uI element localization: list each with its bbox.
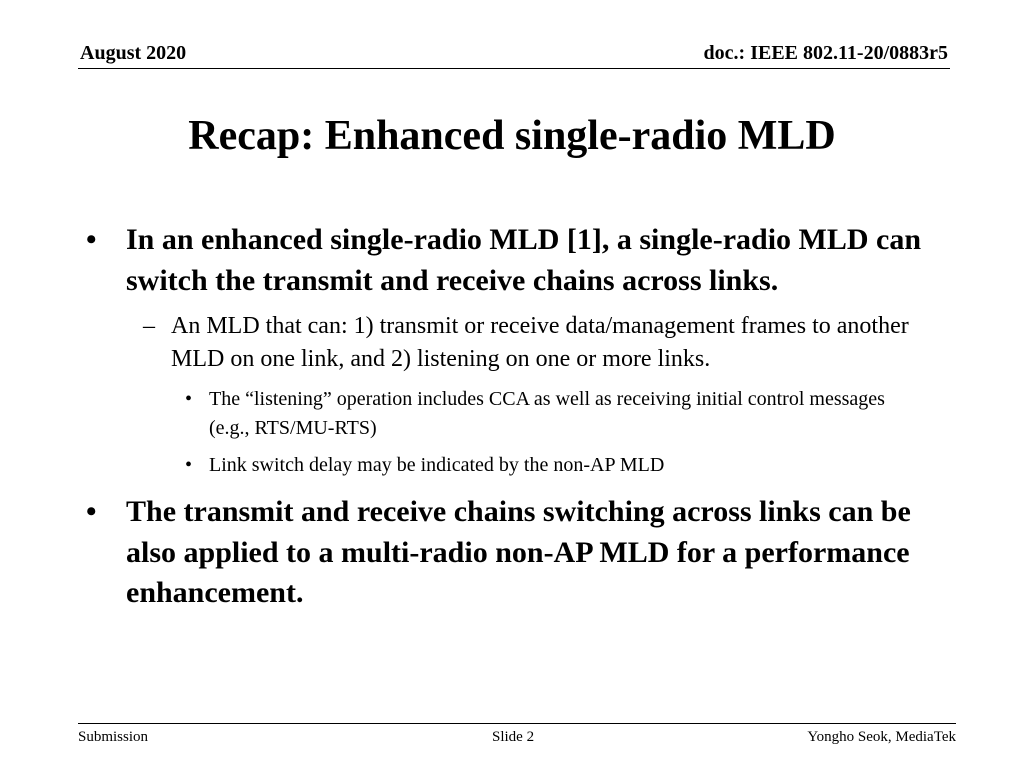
bullet-2-text: The transmit and receive chains switching across links can be also applied to a multi-radio non-AP MLD for a performance enhancement. bbox=[126, 495, 911, 609]
dash-marker: – bbox=[143, 313, 155, 339]
header-date: August 2020 bbox=[80, 42, 187, 64]
footer-submission: Submission bbox=[78, 729, 149, 745]
bullet-1-sub-item-1 bbox=[185, 385, 929, 443]
bullet-marker: • bbox=[185, 454, 193, 476]
bullet-1-sub-item-1-text: The “listening” operation includes CCA as well as receiving initial control messages (e.g., RTS/MU-RTS) bbox=[209, 388, 885, 439]
bullet-marker: • bbox=[86, 495, 97, 528]
bullet-1-sub bbox=[143, 310, 951, 376]
bullet-marker: • bbox=[86, 223, 97, 256]
bullet-1-sub-item-2 bbox=[185, 451, 929, 480]
header-doc-id: doc.: IEEE 802.11-20/0883r5 bbox=[703, 42, 948, 64]
bullet-2 bbox=[86, 492, 946, 614]
header-divider bbox=[78, 68, 950, 69]
slide-title: Recap: Enhanced single-radio MLD bbox=[188, 113, 836, 159]
bullet-1-sub-text: An MLD that can: 1) transmit or receive data/management frames to another MLD on one link, and 2) listening on one or more links. bbox=[171, 313, 909, 372]
footer-divider bbox=[78, 723, 956, 724]
footer-author: Yongho Seok, MediaTek bbox=[807, 729, 956, 745]
slide-body bbox=[0, 220, 1024, 614]
bullet-1-text: In an enhanced single-radio MLD [1], a single-radio MLD can switch the transmit and receive chains across links. bbox=[126, 223, 922, 297]
bullet-1 bbox=[86, 220, 946, 301]
bullet-marker: • bbox=[185, 388, 193, 410]
footer-slide-number: Slide 2 bbox=[492, 729, 535, 745]
bullet-1-sub-item-2-text: Link switch delay may be indicated by the non-AP MLD bbox=[209, 454, 665, 476]
